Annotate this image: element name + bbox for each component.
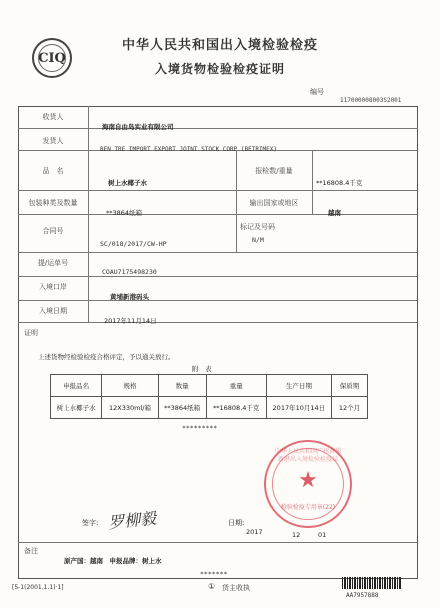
row-divider xyxy=(18,190,418,191)
remarks-end-mark: ******* xyxy=(200,570,228,578)
contract-value: SC/018/2017/CW-HP xyxy=(100,240,167,248)
attachment-cell: 2017年10月14日 xyxy=(266,397,331,419)
attachment-cell: 12个月 xyxy=(331,397,367,419)
attachment-header-row xyxy=(51,375,368,397)
copy-label: 货主收执 xyxy=(222,584,250,592)
origin-label: 输出国家或地区 xyxy=(249,199,299,207)
signature-handwriting: 罗柳毅 xyxy=(107,508,157,533)
cert-no-value: 117000008003S2001 xyxy=(340,97,402,104)
row-divider xyxy=(18,322,418,323)
document-authority: 中华人民共和国出入境检验检疫 xyxy=(121,38,318,53)
barcode xyxy=(342,577,402,589)
proof-statement: 上述货物经检验检疫合格评定，予以通关放行。 xyxy=(38,353,175,361)
ciq-logo-text: CIQ xyxy=(38,50,66,66)
consignor-label: 发货人 xyxy=(42,137,64,145)
sign-day: 01 xyxy=(318,531,327,539)
column-divider xyxy=(312,150,313,214)
sign-month: 12 xyxy=(292,531,301,539)
attachment-header: 数量 xyxy=(158,375,206,397)
declared-weight-label: 报检数/重量 xyxy=(255,167,293,175)
contract-label: 合同号 xyxy=(42,227,64,235)
marks-label: 标记及号码 xyxy=(240,223,275,231)
sign-date-label: 日期: xyxy=(228,519,245,527)
official-stamp xyxy=(264,440,352,528)
form-frame xyxy=(18,106,418,579)
table-row xyxy=(51,397,368,419)
package-value: **3864纸箱 xyxy=(106,209,143,217)
serial-number: AA7957888 xyxy=(346,592,379,599)
remarks-label: 备注 xyxy=(24,547,38,555)
row-divider xyxy=(18,542,418,543)
row-divider xyxy=(18,300,418,301)
attachment-cell: **3864纸箱 xyxy=(158,397,206,419)
sign-year: 2017 xyxy=(246,528,263,536)
attachment-table xyxy=(50,374,368,419)
bl-value: COAU7175498230 xyxy=(102,268,157,276)
port-value: 黄埔新港码头 xyxy=(110,293,149,301)
bl-label: 提/运单号 xyxy=(37,259,69,267)
copy-circle-icon: ① xyxy=(208,582,216,591)
marks-value: N/M xyxy=(252,236,264,244)
proof-label: 证明 xyxy=(24,329,38,337)
document-title: 入境货物检验检疫证明 xyxy=(154,62,285,76)
signature-label: 签字: xyxy=(82,519,99,527)
product-value: 树上水椰子水 xyxy=(108,179,147,187)
row-divider xyxy=(18,252,418,253)
entry-date-label: 入境日期 xyxy=(39,307,67,315)
row-divider xyxy=(18,128,418,129)
attachment-header: 保质期 xyxy=(331,375,367,397)
column-divider xyxy=(88,106,89,322)
attachment-header: 生产日期 xyxy=(266,375,331,397)
attachment-cell: 树上水椰子水 xyxy=(51,397,102,419)
stamp-subtext: 检验检疫专用章(22) xyxy=(280,504,336,511)
form-code: [5-1(2001.1.1)·1] xyxy=(12,584,64,591)
entry-date-value: 2017年11月14日 xyxy=(104,317,157,325)
consignor-value: BEN TRE IMPORT EXPORT JOINT STOCK CORP (BETRIMEX) xyxy=(100,146,278,153)
consignee-value: 海南自由岛实业有限公司 xyxy=(102,123,174,131)
attachment-title: 附 表 xyxy=(192,365,212,373)
attachment-header: 申报品名 xyxy=(51,375,102,397)
attachment-header: 重量 xyxy=(206,375,266,397)
attachment-cell: **16808.4千克 xyxy=(206,397,266,419)
declared-weight-value: **16808.4千克 xyxy=(316,179,363,187)
origin-value: 越南 xyxy=(328,209,341,217)
remarks-text: 原产国：越南 申报品牌：树上水 xyxy=(64,557,162,565)
row-divider xyxy=(18,276,418,277)
consignee-label: 收货人 xyxy=(42,113,64,121)
cert-no-label: 编号 xyxy=(310,88,324,96)
row-divider xyxy=(18,214,418,215)
package-label: 包装种类及数量 xyxy=(28,199,78,207)
table-end-mark: ********* xyxy=(182,424,218,432)
product-label: 品 名 xyxy=(42,167,64,175)
attachment-header: 规格 xyxy=(102,375,158,397)
stamp-star-icon: ★ xyxy=(298,468,318,493)
port-label: 入境口岸 xyxy=(39,283,67,291)
stamp-text: 中华人民共和国广州黄埔新港出入境检验检疫局 xyxy=(274,448,341,463)
attachment-cell: 12X330ml/箱 xyxy=(102,397,158,419)
